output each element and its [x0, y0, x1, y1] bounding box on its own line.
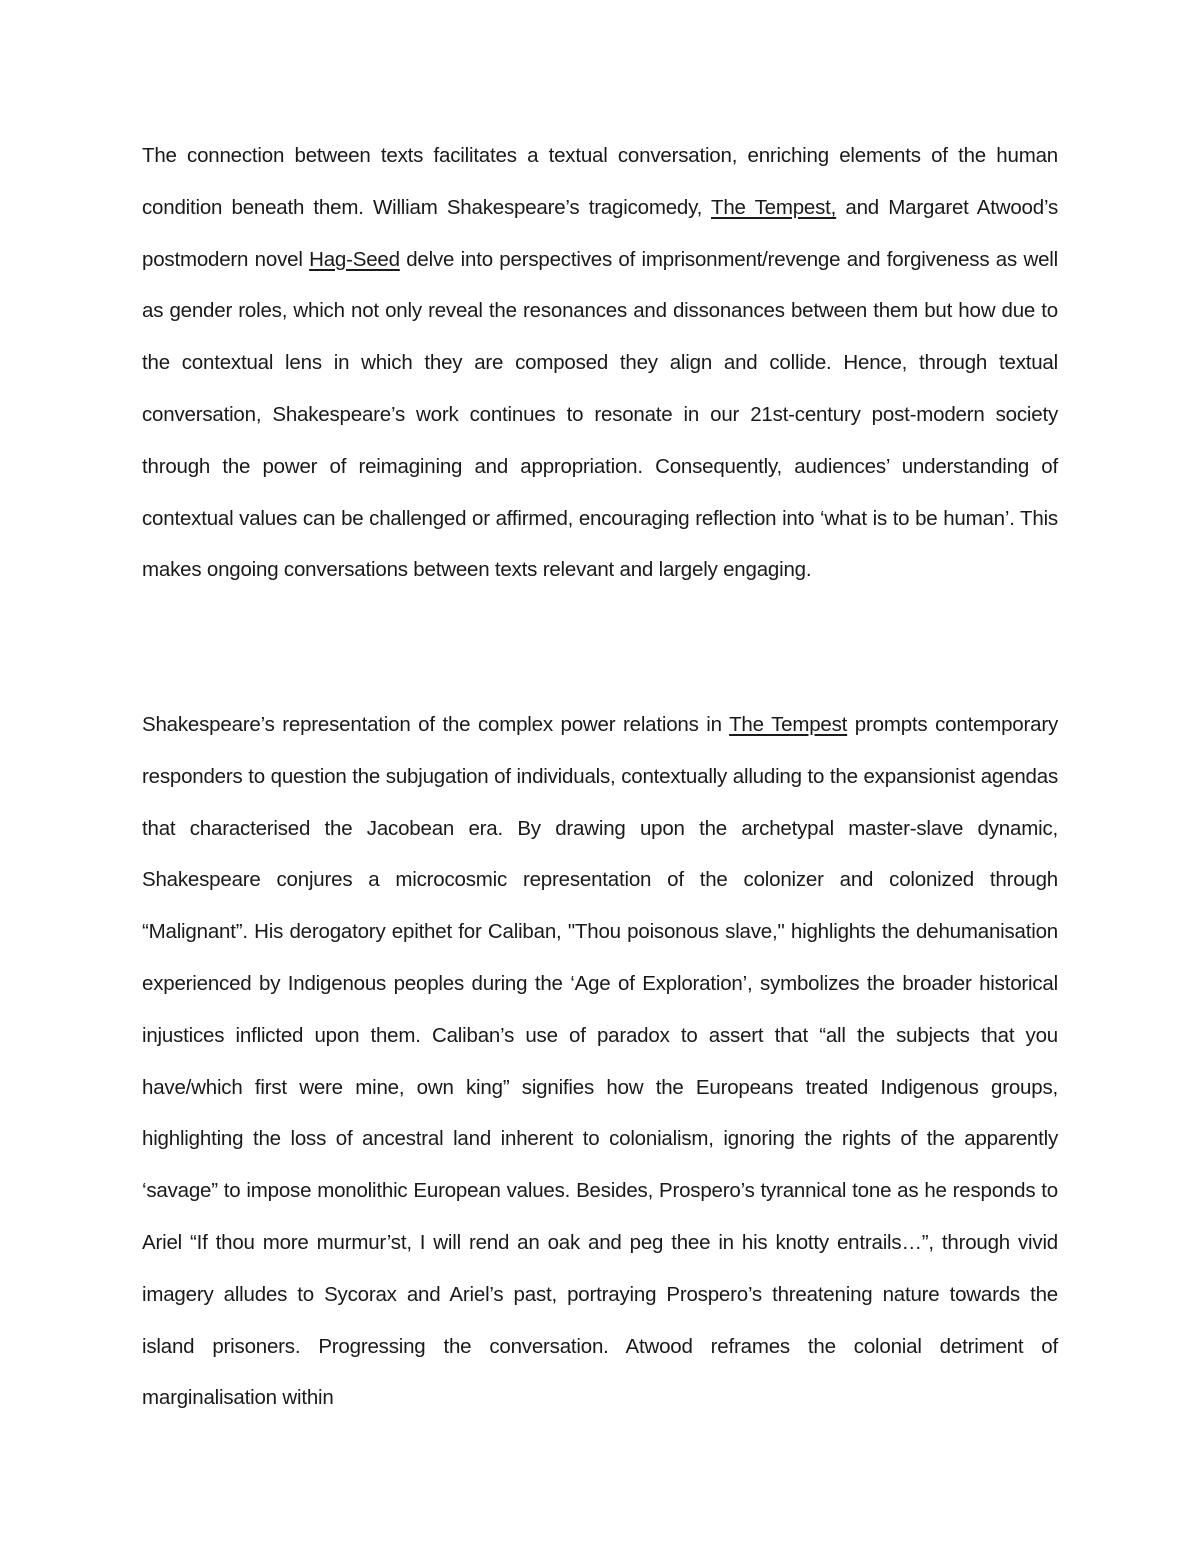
text-run: and Margaret Atwood’s postmodern novel	[142, 195, 1058, 271]
body-paragraph	[142, 699, 1058, 1424]
title-the-tempest: The Tempest	[729, 713, 848, 736]
text-run: Shakespeare’s representation of the complex power relations in	[142, 713, 730, 736]
title-the-tempest: The Tempest,	[711, 195, 837, 219]
title-hag-seed: Hag-Seed	[309, 247, 400, 271]
text-run: delve into perspectives of imprisonment/revenge and forgiveness as well as gender roles, which not only reveal the resonances and dissonances between them but how due to the contextual lens in which they are composed they align and collide. Hence, through textual conversation, Shakespeare’s work continues to resonate in our 21st-century post-modern society through the power of reimagining and appropriation. Consequently, audiences’ understanding of contextual values can be challenged or affirmed, encouraging reflection into ‘what is to be human’. This makes ongoing conversations between texts relevant and largely engaging.	[142, 247, 1058, 582]
intro-paragraph	[142, 130, 1058, 596]
text-run: prompts contemporary responders to question the subjugation of individuals, contextually alluding to the expansionist agendas that characterised the Jacobean era. By drawing upon the archetypal master-slave dynamic, Shakespeare conjures a microcosmic representation of the colonizer and colonized through “Malignant”. His derogatory epithet for Caliban, "Thou poisonous slave," highlights the dehumanisation experienced by Indigenous peoples during the ‘Age of Exploration’, symbolizes the broader historical injustices inflicted upon them. Caliban’s use of paradox to assert that “all the subjects that you have/which first were mine, own king” signifies how the Europeans treated Indigenous groups, highlighting the loss of ancestral land inherent to colonialism, ignoring the rights of the apparently ‘savage” to impose monolithic European values. Besides, Prospero’s tyrannical tone as he responds to Ariel “If thou more murmur’st, I will rend an oak and peg thee in his knotty entrails…”, through vivid imagery alludes to Sycorax and Ariel’s past, portraying Prospero’s threatening nature towards the island prisoners. Progressing the conversation. Atwood reframes the colonial detriment of marginalisation within	[142, 713, 1058, 1410]
text-run: The connection between texts facilitates a textual conversation, enriching elements of the human condition beneath them. William Shakespeare’s tragicomedy,	[142, 144, 1058, 219]
